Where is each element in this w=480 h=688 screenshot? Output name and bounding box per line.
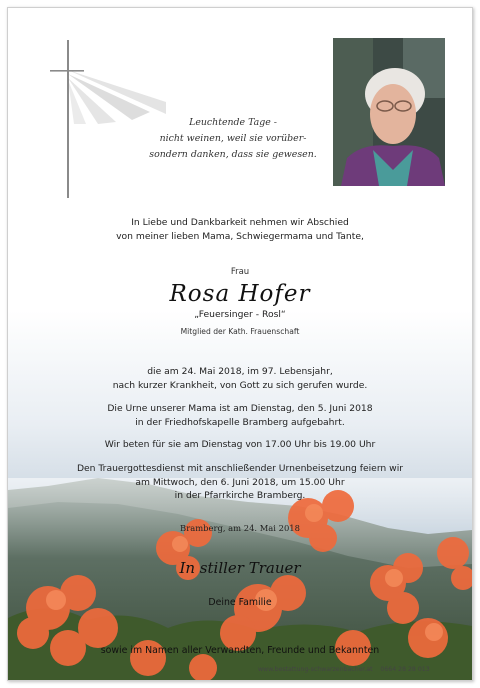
family-signature: Deine Familie	[208, 597, 272, 608]
service-text	[8, 462, 472, 503]
prayer-line: Wir beten für sie am Dienstag von 17.00 Uhr bis 19.00 Uhr	[104, 439, 376, 450]
membership: Mitglied der Kath. Frauenschaft	[180, 327, 300, 336]
mourning-title: In stiller Trauer	[179, 559, 301, 577]
intro-line: In Liebe und Dankbarkeit nehmen wir Abschied	[131, 217, 349, 228]
service-line: am Mittwoch, den 6. Juni 2018, um 15.00 Uhr	[135, 476, 345, 488]
deceased-name: Rosa Hofer	[169, 280, 311, 307]
urn-text	[8, 402, 472, 429]
portrait-photo	[333, 38, 445, 186]
name-block	[8, 266, 472, 339]
death-line: nach kurzer Krankheit, von Gott zu sich gerufen wurde.	[112, 379, 368, 391]
quote-line: sondern danken, dass sie gewesen.	[149, 149, 317, 160]
death-line: die am 24. Mai 2018, im 97. Lebensjahr,	[147, 366, 333, 377]
quote	[148, 115, 318, 163]
death-text	[8, 365, 472, 392]
urn-line: in der Friedhofskapelle Bramberg aufgebahrt.	[135, 416, 345, 428]
urn-line: Die Urne unserer Mama ist am Dienstag, den 5. Juni 2018	[107, 403, 373, 414]
salutation: Frau	[230, 267, 250, 277]
quote-line: Leuchtende Tage -	[189, 117, 277, 128]
intro-text	[8, 216, 472, 243]
service-line: in der Pfarrkirche Bramberg.	[174, 490, 306, 501]
footer-website: www.bestattung-schwarzenbacher.at	[258, 666, 373, 673]
place-date: Bramberg, am 24. Mai 2018	[180, 523, 300, 533]
footer	[258, 666, 430, 673]
service-line: Den Trauergottesdienst mit anschließender Urnenbeisetzung feiern wir	[76, 463, 404, 474]
nickname: „Feuersinger - Rosl“	[194, 308, 286, 320]
relatives-line: sowie im Namen aller Verwandten, Freunde und Bekannten	[100, 645, 380, 656]
prayer-text	[8, 438, 472, 452]
quote-line: nicht weinen, weil sie vorüber-	[159, 133, 307, 144]
intro-line: von meiner lieben Mama, Schwiegermama und Tante,	[116, 230, 364, 242]
obituary-card	[7, 7, 473, 681]
footer-phone: 0664 28 28 013	[380, 666, 430, 673]
